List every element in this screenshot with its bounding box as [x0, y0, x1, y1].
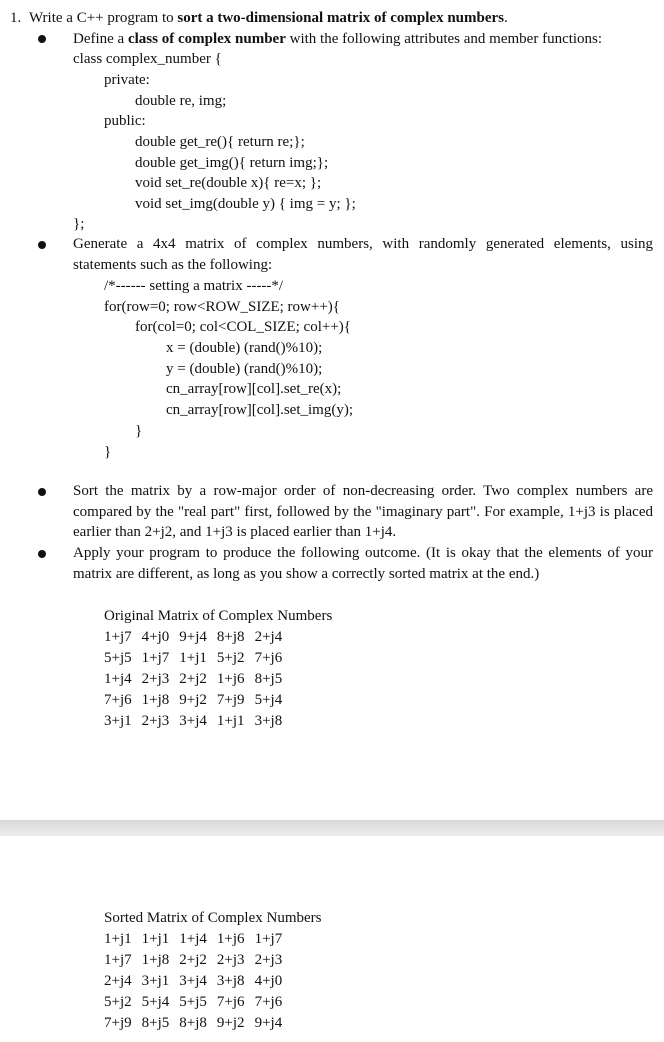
- code-line: public:: [104, 113, 146, 129]
- matrix-cell: 2+j2: [179, 952, 207, 968]
- code-line: }: [135, 423, 143, 439]
- bullet4-text: Apply your program to produce the following outcome. (It is okay that the elements of your matrix are different, as long as you show a correctly sorted matrix at the end.): [73, 545, 653, 582]
- question-suffix: .: [504, 10, 508, 26]
- matrix-cell: 8+j5: [254, 671, 283, 687]
- matrix-row: [104, 648, 292, 669]
- question-heading: [10, 8, 508, 28]
- matrix-row: [104, 711, 292, 732]
- matrix-cell: 1+j1: [141, 931, 170, 947]
- matrix-cell: 1+j1: [216, 713, 245, 729]
- matrix-cell: 1+j8: [141, 692, 170, 708]
- matrix-row: [104, 1013, 292, 1034]
- matrix-cell: 5+j4: [254, 692, 283, 708]
- sorted-matrix-title: Sorted Matrix of Complex Numbers: [104, 910, 322, 926]
- code-line: double get_img(){ return img;};: [135, 155, 329, 171]
- matrix-row: [104, 627, 292, 648]
- matrix-cell: 7+j9: [216, 692, 245, 708]
- bullet-icon: [38, 550, 46, 558]
- bullet1-post: with the following attributes and member functions:: [285, 31, 603, 47]
- matrix-cell: 3+j1: [104, 713, 132, 729]
- matrix-cell: 5+j2: [104, 994, 132, 1010]
- matrix-row: [104, 992, 292, 1013]
- question-number: 1.: [10, 10, 22, 26]
- code-line: x = (double) (rand()%10);: [166, 340, 323, 356]
- matrix-cell: 1+j4: [179, 931, 207, 947]
- code-line: y = (double) (rand()%10);: [166, 361, 323, 377]
- question-bold: sort a two-dimensional matrix of complex numbers: [177, 10, 504, 26]
- matrix-cell: 7+j9: [104, 1015, 132, 1031]
- matrix-cell: 1+j7: [141, 650, 170, 666]
- matrix-cell: 3+j4: [179, 973, 207, 989]
- page-break: [0, 820, 664, 836]
- matrix-cell: 3+j8: [254, 713, 283, 729]
- matrix-cell: 4+j0: [254, 973, 283, 989]
- matrix-cell: 9+j2: [179, 692, 207, 708]
- matrix-cell: 1+j7: [104, 629, 132, 645]
- bullet-icon: [38, 35, 46, 43]
- code-line: class complex_number {: [73, 51, 222, 67]
- bullet1-pre: Define a: [73, 31, 128, 47]
- matrix-cell: 3+j1: [141, 973, 170, 989]
- code-line: double re, img;: [135, 93, 227, 109]
- bullet-icon: [38, 241, 46, 249]
- matrix-cell: 9+j4: [179, 629, 207, 645]
- bullet1-bold: class of complex number: [127, 31, 286, 47]
- code-line: private:: [104, 72, 150, 88]
- matrix-cell: 7+j6: [254, 650, 283, 666]
- matrix-cell: 1+j7: [254, 931, 283, 947]
- bullet3-text: Sort the matrix by a row-major order of non-decreasing order. Two complex numbers are compared by the "real part" first, followed by the "imaginary part". For example, 1+j3 is placed earlier than 2+j2, and 1+j3 is placed earlier than 1+j4.: [73, 483, 653, 540]
- matrix-cell: 8+j8: [216, 629, 245, 645]
- matrix-cell: 2+j3: [216, 952, 245, 968]
- matrix-cell: 2+j2: [179, 671, 207, 687]
- matrix-cell: 1+j8: [141, 952, 170, 968]
- code-line: void set_re(double x){ re=x; };: [135, 175, 322, 191]
- matrix-row: [104, 669, 292, 690]
- matrix-cell: 2+j3: [141, 713, 170, 729]
- matrix-cell: 7+j6: [254, 994, 283, 1010]
- matrix-cell: 9+j2: [216, 1015, 245, 1031]
- sorted-matrix: [104, 929, 292, 1034]
- matrix-cell: 8+j8: [179, 1015, 207, 1031]
- matrix-cell: 1+j6: [216, 671, 245, 687]
- matrix-cell: 7+j6: [216, 994, 245, 1010]
- original-matrix: [104, 627, 292, 732]
- question-prefix: Write a C++ program to: [29, 10, 178, 26]
- matrix-row: [104, 929, 292, 950]
- code-line: for(col=0; col<COL_SIZE; col++){: [135, 319, 351, 335]
- matrix-cell: 5+j5: [104, 650, 132, 666]
- matrix-cell: 8+j5: [141, 1015, 170, 1031]
- matrix-cell: 1+j4: [104, 671, 132, 687]
- matrix-cell: 3+j8: [216, 973, 245, 989]
- matrix-cell: 7+j6: [104, 692, 132, 708]
- code-line: }: [104, 444, 112, 460]
- code-line: cn_array[row][col].set_img(y);: [166, 402, 354, 418]
- bullet-icon: [38, 488, 46, 496]
- matrix-cell: 5+j2: [216, 650, 245, 666]
- code-line: void set_img(double y) { img = y; };: [135, 196, 356, 212]
- matrix-row: [104, 971, 292, 992]
- matrix-cell: 1+j7: [104, 952, 132, 968]
- matrix-cell: 2+j3: [141, 671, 170, 687]
- code-line: };: [73, 216, 85, 232]
- matrix-cell: 2+j4: [254, 629, 283, 645]
- matrix-cell: 1+j6: [216, 931, 245, 947]
- original-matrix-title: Original Matrix of Complex Numbers: [104, 608, 333, 624]
- code-line: cn_array[row][col].set_re(x);: [166, 381, 342, 397]
- code-line: for(row=0; row<ROW_SIZE; row++){: [104, 299, 340, 315]
- code-line: double get_re(){ return re;};: [135, 134, 305, 150]
- matrix-cell: 1+j1: [104, 931, 132, 947]
- matrix-cell: 9+j4: [254, 1015, 283, 1031]
- matrix-cell: 1+j1: [179, 650, 207, 666]
- matrix-cell: 5+j5: [179, 994, 207, 1010]
- matrix-cell: 5+j4: [141, 994, 170, 1010]
- matrix-cell: 4+j0: [141, 629, 170, 645]
- bullet1-text: [73, 29, 602, 49]
- matrix-row: [104, 950, 292, 971]
- matrix-cell: 2+j3: [254, 952, 283, 968]
- bullet2-text: Generate a 4x4 matrix of complex numbers, with randomly generated elements, using statements such as the following:: [73, 236, 653, 273]
- matrix-cell: 3+j4: [179, 713, 207, 729]
- code-line: /*------ setting a matrix -----*/: [104, 278, 284, 294]
- matrix-row: [104, 690, 292, 711]
- matrix-cell: 2+j4: [104, 973, 132, 989]
